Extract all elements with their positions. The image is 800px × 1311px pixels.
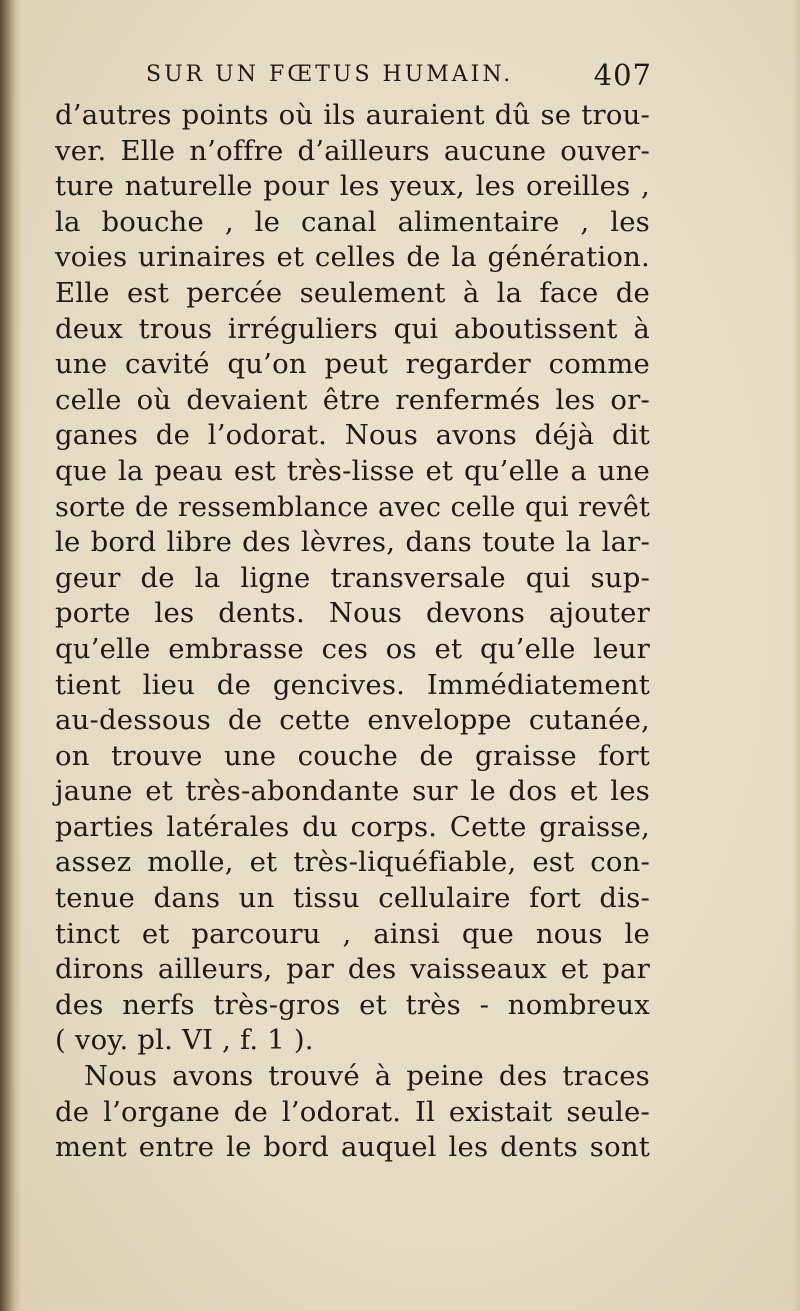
page-header: [146, 58, 656, 98]
binding-shadow: [0, 0, 22, 1311]
paragraph-start-line: Nous avons trouvé à peine des traces: [84, 1060, 650, 1093]
text-line: la bouche , le canal alimentaire , les: [55, 205, 650, 238]
page-number: 407: [593, 58, 652, 92]
text-line: tinct et parcouru , ainsi que nous le: [55, 917, 650, 950]
text-line: jaune et très-abondante sur le dos et les: [55, 775, 650, 808]
text-line: de l’organe de l’odorat. Il existait seule-: [55, 1095, 650, 1128]
text-line: au-dessous de cette enveloppe cutanée,: [55, 704, 650, 737]
text-line: le bord libre des lèvres, dans toute la lar-: [55, 526, 650, 559]
text-line: tient lieu de gencives. Immédiatement: [55, 668, 650, 701]
text-line: ver. Elle n’offre d’ailleurs aucune ouver-: [55, 134, 650, 167]
body-text: [55, 98, 650, 1166]
text-line: ture naturelle pour les yeux, les oreilles ,: [55, 170, 650, 203]
text-line: sorte de ressemblance avec celle qui revêt: [55, 491, 650, 523]
text-line: tenue dans un tissu cellulaire fort dis-: [55, 882, 650, 915]
text-line: parties latérales du corps. Cette graisse,: [55, 810, 650, 843]
text-line: geur de la ligne transversale qui sup-: [55, 561, 650, 594]
text-line: dirons ailleurs, par des vaisseaux et par: [55, 953, 650, 986]
running-title: SUR UN FŒTUS HUMAIN.: [146, 62, 514, 87]
text-line: ment entre le bord auquel les dents sont: [55, 1131, 650, 1164]
text-line: que la peau est très-lisse et qu’elle a une: [55, 454, 650, 487]
text-line: Elle est percée seulement à la face de: [55, 276, 650, 309]
page-edge: [792, 0, 800, 1311]
text-line: porte les dents. Nous devons ajouter: [55, 597, 650, 630]
text-line: deux trous irréguliers qui aboutissent à: [55, 312, 650, 345]
text-line: voies urinaires et celles de la génération.: [55, 241, 650, 274]
text-line: ganes de l’odorat. Nous avons déjà dit: [55, 419, 650, 452]
text-line: une cavité qu’on peut regarder comme: [55, 348, 650, 381]
text-line: ( voy. pl. VI , f. 1 ).: [55, 1024, 314, 1057]
text-line: on trouve une couche de graisse fort: [55, 739, 650, 772]
text-line: celle où devaient être renfermés les or-: [55, 383, 650, 416]
text-line: assez molle, et très-liquéfiable, est con-: [55, 846, 650, 879]
text-line: des nerfs très-gros et très - nombreux: [55, 988, 650, 1021]
text-line: qu’elle embrasse ces os et qu’elle leur: [55, 632, 650, 665]
text-line: d’autres points où ils auraient dû se trou-: [55, 99, 650, 131]
